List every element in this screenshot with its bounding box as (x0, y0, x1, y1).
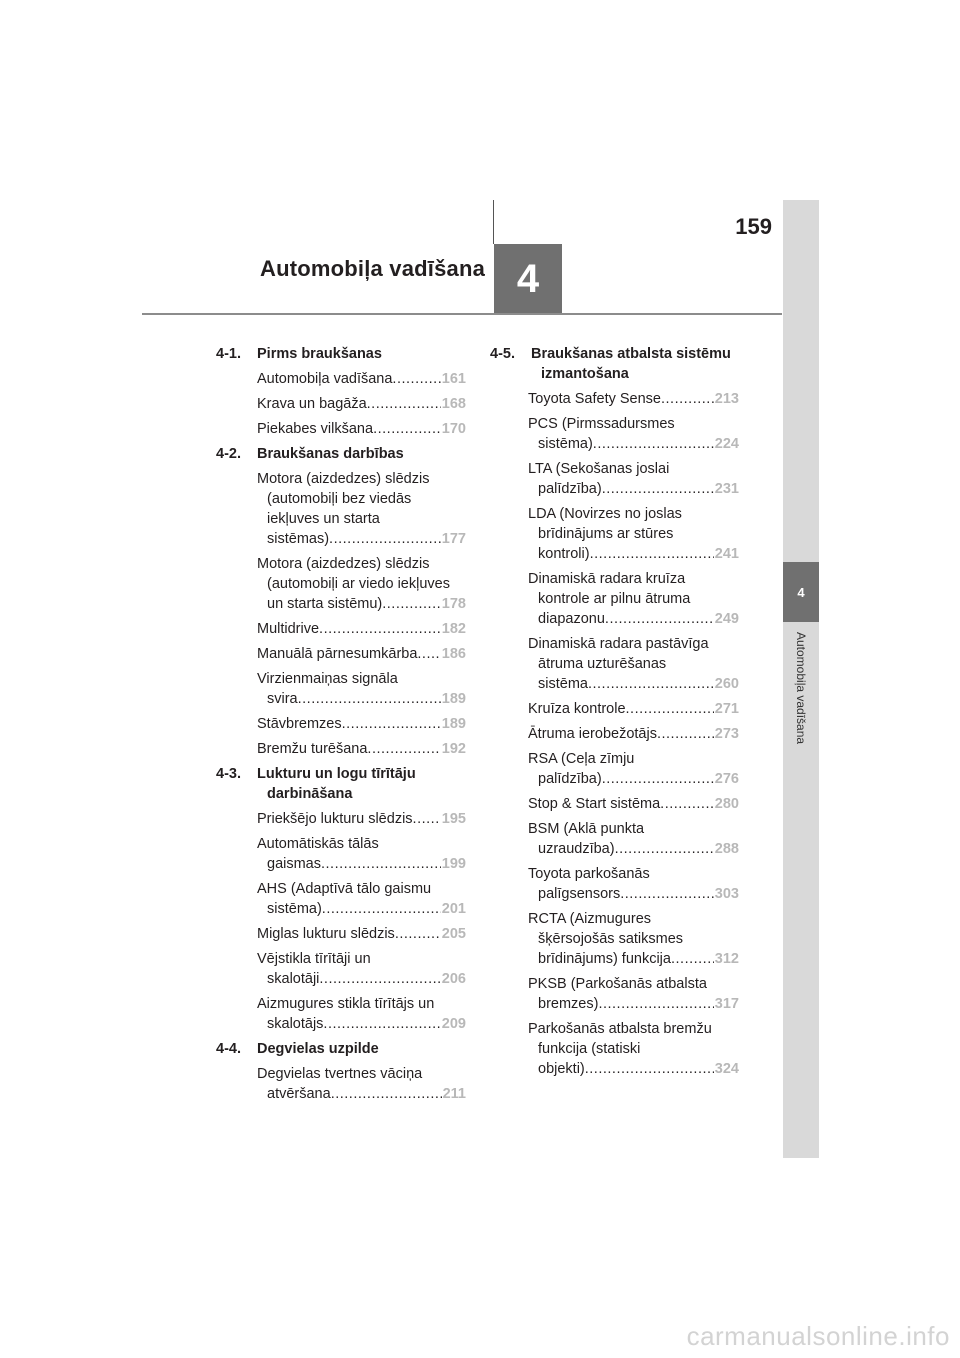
page-link[interactable]: 224 (714, 436, 739, 452)
entry-last-line (257, 594, 466, 614)
entry-text-line: sistēma (538, 676, 588, 692)
entry-last-line (528, 609, 739, 629)
section-title-line: Lukturu un logu tīrītāju (257, 766, 416, 782)
section-title-line: darbināšana (267, 786, 353, 802)
section-title (257, 1039, 466, 1059)
entry-last-line (257, 899, 466, 919)
entry-text-line: Bremžu turēšana (257, 741, 368, 757)
leader-dots (661, 389, 714, 409)
toc-entry[interactable] (257, 994, 466, 1034)
leader-dots (417, 644, 440, 664)
entry-text-line: funkcija (statiski (538, 1041, 641, 1057)
entry-last-line (528, 389, 739, 409)
toc-section (216, 344, 466, 364)
section-title (257, 764, 466, 804)
toc-left-column (216, 344, 466, 1109)
page-link[interactable]: 178 (441, 596, 466, 612)
leader-dots (602, 479, 714, 499)
chapter-title: Automobiļa vadīšana (260, 256, 486, 281)
page-link[interactable]: 195 (441, 811, 466, 827)
leader-dots (660, 794, 714, 814)
page-link[interactable]: 168 (441, 396, 466, 412)
leader-dots (585, 1059, 714, 1079)
section-number: 4-2. (216, 446, 241, 462)
leader-dots (413, 809, 441, 829)
page-link[interactable]: 192 (441, 741, 466, 757)
section-title (257, 344, 466, 364)
leader-dots (382, 594, 441, 614)
entry-text-line: Degvielas tvertnes vāciņa (257, 1066, 423, 1082)
entry-last-line (528, 544, 739, 564)
entry-text-line: brīdinājums ar stūres (538, 526, 674, 542)
page-link[interactable]: 324 (714, 1061, 739, 1077)
entry-text-line: PCS (Pirmssadursmes (528, 416, 675, 432)
toc-entry[interactable] (528, 569, 739, 629)
page-link[interactable]: 213 (714, 391, 739, 407)
entry-last-line (257, 689, 466, 709)
entry-last-line (528, 769, 739, 789)
leader-dots (298, 689, 441, 709)
entry-text-line: Toyota Safety Sense (528, 391, 661, 407)
page-link[interactable]: 177 (441, 531, 466, 547)
page-number: 159 (735, 214, 772, 239)
section-number: 4-4. (216, 1041, 241, 1057)
page-link[interactable]: 189 (441, 691, 466, 707)
entry-text-line: Parkošanās atbalsta bremžu (528, 1021, 712, 1037)
toc-section (216, 1039, 466, 1059)
toc-entry[interactable] (528, 909, 739, 969)
page-link[interactable]: 249 (714, 611, 739, 627)
toc-entry[interactable] (528, 459, 739, 499)
entry-text-line: Dinamiskā radara pastāvīga (528, 636, 709, 652)
entry-last-line (257, 1084, 466, 1104)
leader-dots (373, 419, 441, 439)
entry-text-line: Motora (aizdedzes) slēdzis (257, 556, 430, 572)
entry-text-line: Automobiļa vadīšana (257, 371, 393, 387)
entry-last-line (257, 739, 466, 759)
header-divider-vertical (493, 200, 494, 244)
entry-text-line: ātruma uzturēšanas (538, 656, 667, 672)
page-link[interactable]: 201 (441, 901, 466, 917)
section-number: 4-5. (490, 346, 515, 362)
page-link[interactable]: 241 (714, 546, 739, 562)
entry-text-line: bremzes) (538, 996, 599, 1012)
page-link[interactable]: 260 (714, 676, 739, 692)
page-link[interactable]: 271 (714, 701, 739, 717)
entry-text-line: Vējstikla tīrītāji un (257, 951, 371, 967)
leader-dots (598, 994, 713, 1014)
leader-dots (322, 899, 441, 919)
page-link[interactable]: 206 (441, 971, 466, 987)
entry-text-line: PKSB (Parkošanās atbalsta (528, 976, 707, 992)
toc-entry[interactable] (257, 924, 466, 944)
leader-dots (392, 369, 440, 389)
entry-last-line (257, 714, 466, 734)
entry-last-line (528, 1059, 739, 1079)
leader-dots (671, 949, 714, 969)
toc-section (216, 764, 466, 804)
entry-last-line (528, 724, 739, 744)
entry-text-line: skalotājs (267, 1016, 324, 1032)
watermark: carmanualsonline.info (686, 1321, 950, 1351)
entry-last-line (528, 884, 739, 904)
toc-entry[interactable] (257, 834, 466, 874)
entry-last-line (528, 434, 739, 454)
entry-text-line: Motora (aizdedzes) slēdzis (257, 471, 430, 487)
entry-text-line: LDA (Novirzes no joslas (528, 506, 682, 522)
entry-text-line: Ātruma ierobežotājs (528, 726, 657, 742)
entry-text-line: svira (267, 691, 298, 707)
toc-entry[interactable] (528, 864, 739, 904)
entry-text-line: uzraudzība) (538, 841, 615, 857)
page-link[interactable]: 231 (714, 481, 739, 497)
entry-text-line: Toyota parkošanās (528, 866, 650, 882)
entry-last-line (528, 949, 739, 969)
toc-entry[interactable] (257, 394, 466, 414)
toc-entry[interactable] (528, 794, 739, 814)
toc-entry[interactable] (257, 949, 466, 989)
entry-last-line (528, 994, 739, 1014)
entry-last-line (257, 969, 466, 989)
leader-dots (367, 394, 441, 414)
toc-entry[interactable] (257, 369, 466, 389)
entry-text-line: Miglas lukturu slēdzis (257, 926, 395, 942)
entry-text-line: objekti) (538, 1061, 585, 1077)
entry-text-line: Stāvbremzes (257, 716, 342, 732)
section-title-line: Braukšanas darbības (257, 446, 404, 462)
toc-entry[interactable] (257, 419, 466, 439)
entry-text-line: Piekabes vilkšana (257, 421, 374, 437)
entry-text-line: palīdzība) (538, 771, 602, 787)
leader-dots (367, 739, 440, 759)
entry-last-line (257, 394, 466, 414)
page-link[interactable]: 209 (441, 1016, 466, 1032)
page-link[interactable]: 276 (714, 771, 739, 787)
section-title-line: Braukšanas atbalsta sistēmu (531, 346, 731, 362)
leader-dots (590, 544, 714, 564)
entry-text-line: Multidrive (257, 621, 320, 637)
page-link[interactable]: 303 (714, 886, 739, 902)
leader-dots (342, 714, 441, 734)
entry-last-line (528, 839, 739, 859)
toc-entry[interactable] (528, 634, 739, 694)
leader-dots (620, 884, 714, 904)
entry-text-line: palīdzība) (538, 481, 602, 497)
page-link[interactable]: 211 (442, 1086, 466, 1102)
entry-text-line: iekļuves un starta (267, 511, 380, 527)
entry-text-line: LTA (Sekošanas joslai (528, 461, 670, 477)
section-title (531, 344, 739, 384)
side-tab-chapter[interactable]: 4 (783, 562, 819, 622)
toc-section (490, 344, 739, 384)
entry-last-line (257, 1014, 466, 1034)
section-title-line: Degvielas uzpilde (257, 1041, 379, 1057)
page-link[interactable]: 273 (714, 726, 739, 742)
entry-last-line (257, 369, 466, 389)
entry-text-line: Automātiskās tālās (257, 836, 379, 852)
entry-text-line: šķērsojošās satiksmes (538, 931, 684, 947)
toc-entry[interactable] (528, 414, 739, 454)
entry-text-line: sistēma) (538, 436, 593, 452)
section-number: 4-3. (216, 766, 241, 782)
page-link[interactable]: 205 (441, 926, 466, 942)
entry-text-line: Aizmugures stikla tīrītājs un (257, 996, 435, 1012)
page-link[interactable]: 317 (714, 996, 739, 1012)
leader-dots (615, 839, 714, 859)
leader-dots (395, 924, 441, 944)
section-title (257, 444, 466, 464)
section-number: 4-1. (216, 346, 241, 362)
leader-dots (605, 609, 714, 629)
leader-dots (593, 434, 714, 454)
toc-entry[interactable] (528, 699, 739, 719)
entry-text-line: AHS (Adaptīvā tālo gaismu (257, 881, 432, 897)
leader-dots (321, 854, 441, 874)
entry-text-line: brīdinājums) funkcija (538, 951, 671, 967)
entry-text-line: Krava un bagāža (257, 396, 367, 412)
entry-text-line: Manuālā pārnesumkārba (257, 646, 418, 662)
entry-last-line (257, 854, 466, 874)
section-title-line: izmantošana (541, 366, 629, 382)
entry-text-line: diapazonu (538, 611, 605, 627)
toc-entry[interactable] (257, 809, 466, 829)
leader-dots (323, 1014, 440, 1034)
entry-text-line: Priekšējo lukturu slēdzis (257, 811, 413, 827)
entry-text-line: skalotāji (267, 971, 320, 987)
entry-text-line: palīgsensors (538, 886, 621, 902)
entry-last-line (257, 644, 466, 664)
toc-section (216, 444, 466, 464)
entry-last-line (257, 809, 466, 829)
toc-right-column (490, 344, 739, 1084)
chapter-number-box: 4 (494, 244, 562, 314)
entry-text-line: (automobiļi ar viedo iekļuves (267, 576, 450, 592)
entry-last-line (257, 419, 466, 439)
side-tab-label: Automobiļa vadīšana (794, 632, 808, 745)
toc-entry[interactable] (257, 879, 466, 919)
entry-last-line (528, 674, 739, 694)
leader-dots (657, 724, 714, 744)
header-divider-horizontal (142, 313, 782, 315)
toc-entry[interactable] (257, 669, 466, 709)
page-link[interactable]: 280 (714, 796, 739, 812)
toc-entry[interactable] (257, 619, 466, 639)
leader-dots (329, 529, 441, 549)
entry-text-line: BSM (Aklā punkta (528, 821, 645, 837)
leader-dots (331, 1084, 442, 1104)
leader-dots (602, 769, 714, 789)
page-link[interactable]: 288 (714, 841, 739, 857)
entry-last-line (528, 794, 739, 814)
toc-entry[interactable] (528, 749, 739, 789)
toc-entry[interactable] (528, 724, 739, 744)
page-link[interactable]: 186 (441, 646, 466, 662)
entry-last-line (257, 529, 466, 549)
entry-text-line: RSA (Ceļa zīmju (528, 751, 635, 767)
toc-entry[interactable] (528, 389, 739, 409)
leader-dots (588, 674, 714, 694)
entry-last-line (528, 699, 739, 719)
page-link[interactable]: 161 (441, 371, 466, 387)
toc-entry[interactable] (257, 739, 466, 759)
entry-text-line: kontroli) (538, 546, 590, 562)
page-link[interactable]: 199 (441, 856, 466, 872)
entry-text-line: RCTA (Aizmugures (528, 911, 652, 927)
entry-text-line: Stop & Start sistēma (528, 796, 661, 812)
toc-entry[interactable] (528, 974, 739, 1014)
toc-entry[interactable] (257, 644, 466, 664)
toc-entry[interactable] (257, 1064, 466, 1104)
entry-text-line: sistēmas) (267, 531, 330, 547)
entry-text-line: sistēma) (267, 901, 322, 917)
entry-last-line (257, 619, 466, 639)
entry-text-line: un starta sistēmu) (267, 596, 383, 612)
entry-text-line: kontrole ar pilnu ātruma (538, 591, 691, 607)
entry-last-line (257, 924, 466, 944)
page-link[interactable]: 182 (441, 621, 466, 637)
entry-text-line: (automobiļi bez viedās (267, 491, 412, 507)
entry-text-line: Kruīza kontrole (528, 701, 626, 717)
entry-last-line (528, 479, 739, 499)
toc-entry[interactable] (528, 504, 739, 564)
toc-entry[interactable] (528, 1019, 739, 1079)
leader-dots (626, 699, 714, 719)
entry-text-line: gaismas (267, 856, 321, 872)
page-link[interactable]: 170 (441, 421, 466, 437)
section-title-line: Pirms braukšanas (257, 346, 382, 362)
page-link[interactable]: 189 (441, 716, 466, 732)
leader-dots (319, 969, 440, 989)
toc-entry[interactable] (257, 554, 466, 614)
toc-entry[interactable] (528, 819, 739, 859)
toc-entry[interactable] (257, 469, 466, 549)
leader-dots (319, 619, 441, 639)
entry-text-line: Dinamiskā radara kruīza (528, 571, 686, 587)
entry-text-line: Virzienmaiņas signāla (257, 671, 398, 687)
toc-entry[interactable] (257, 714, 466, 734)
entry-text-line: atvēršana (267, 1086, 331, 1102)
page-link[interactable]: 312 (714, 951, 739, 967)
